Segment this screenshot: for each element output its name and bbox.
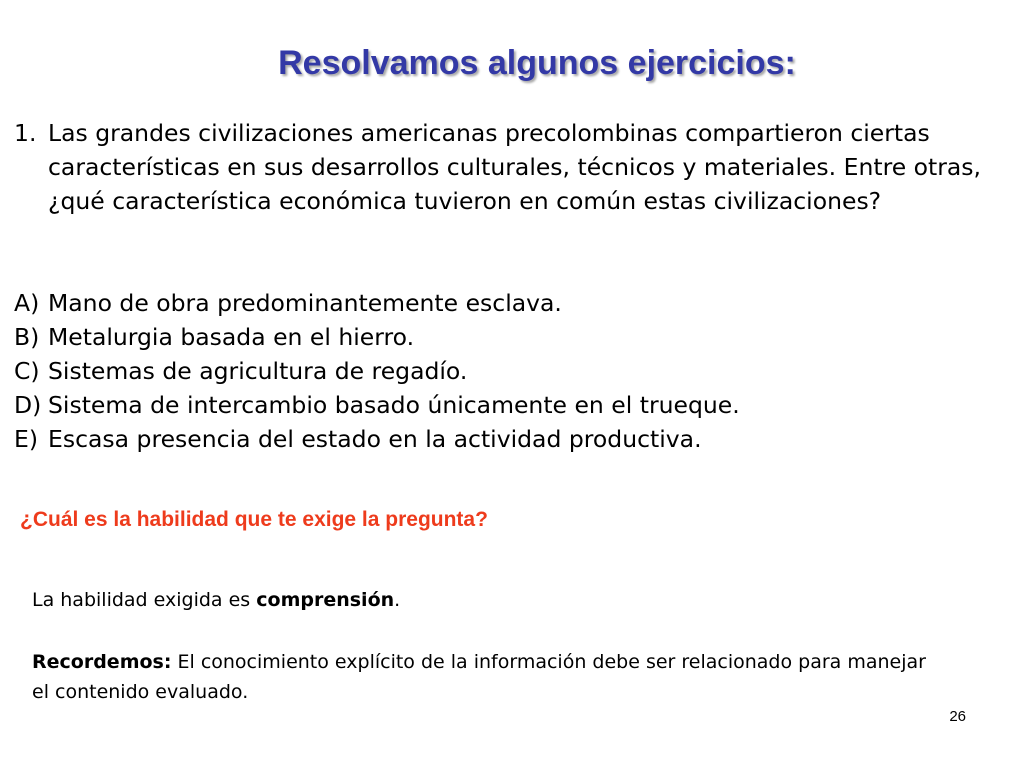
answer-suffix: . bbox=[394, 589, 401, 611]
option-letter: D) bbox=[14, 391, 42, 419]
question-row bbox=[14, 116, 1004, 218]
option-letter: E) bbox=[14, 425, 39, 453]
skill-question: ¿Cuál es la habilidad que te exige la pregunta? bbox=[20, 508, 488, 531]
answer-options bbox=[14, 286, 1004, 456]
reminder-label: Recordemos: bbox=[32, 651, 172, 673]
option-text: Metalurgia basada en el hierro. bbox=[48, 323, 415, 351]
option-d bbox=[14, 388, 1004, 422]
reminder-note bbox=[32, 647, 932, 707]
option-b bbox=[14, 320, 1004, 354]
question-text: Las grandes civilizaciones americanas precolombinas compartieron ciertas características en sus desarrollos culturales, técnicos y materiales. Entre otras, ¿qué característica económica tuvieron en común estas civilizaciones? bbox=[48, 119, 982, 215]
option-letter: C) bbox=[14, 357, 40, 385]
option-text: Escasa presencia del estado en la actividad productiva. bbox=[48, 425, 702, 453]
slide-title: Resolvamos algunos ejercicios: bbox=[278, 44, 796, 82]
option-a bbox=[14, 286, 1004, 320]
option-text: Mano de obra predominantemente esclava. bbox=[48, 289, 562, 317]
answer-prefix: La habilidad exigida es bbox=[32, 589, 257, 611]
page-number: 26 bbox=[949, 708, 966, 725]
question-number: 1. bbox=[14, 119, 37, 147]
option-c bbox=[14, 354, 1004, 388]
question-block bbox=[14, 116, 1004, 218]
option-text: Sistema de intercambio basado únicamente en el trueque. bbox=[48, 391, 740, 419]
answer-skill: comprensión bbox=[256, 589, 395, 611]
option-letter: A) bbox=[14, 289, 40, 317]
skill-answer bbox=[32, 586, 400, 615]
option-letter: B) bbox=[14, 323, 40, 351]
option-e bbox=[14, 422, 1004, 456]
reminder-text: El conocimiento explícito de la información debe ser relacionado para manejar el contenido evaluado. bbox=[32, 651, 926, 703]
option-text: Sistemas de agricultura de regadío. bbox=[48, 357, 468, 385]
